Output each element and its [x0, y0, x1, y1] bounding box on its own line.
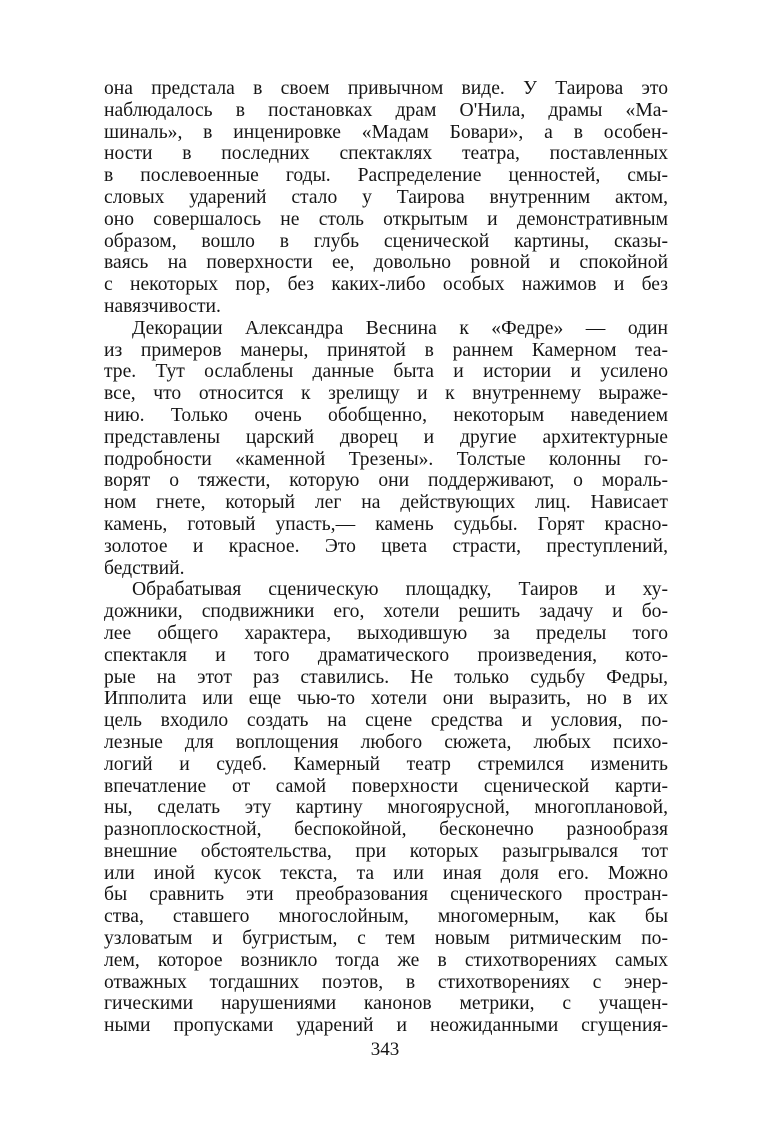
text-line: золотое и красное. Это цвета страсти, преступлений,: [104, 535, 668, 557]
text-line: ном гнете, который лег на действующих лиц. Нависает: [104, 492, 668, 514]
text-line: навязчивости.: [104, 295, 221, 317]
text-line: она предстала в своем привычном виде. У Таирова это: [104, 78, 668, 99]
text-line: ваясь на поверхности ее, довольно ровной и спокойной: [104, 252, 668, 274]
text-line: шиналь», в инценировке «Мадам Бовари», а в особен-: [104, 121, 668, 143]
page-body-text: [104, 78, 668, 1037]
text-line: все, что относится к зрелищу и к внутреннему выраже-: [104, 383, 668, 405]
text-line: разноплоскостной, беспокойной, бесконечно разнообразя: [104, 819, 668, 841]
text-line: дожники, сподвижники его, хотели решить задачу и бо-: [104, 601, 668, 623]
text-line: внешние обстоятельства, при которых разыгрывался тот: [104, 840, 668, 862]
text-line: спектакля и того драматического произведения, кото-: [104, 644, 668, 666]
text-line: наблюдалось в постановках драм О'Нила, драмы «Ма-: [104, 99, 668, 121]
text-line: логий и судеб. Камерный театр стремился изменить: [104, 753, 668, 775]
text-line: камень, готовый упасть,— камень судьбы. Горят красно-: [104, 513, 668, 535]
text-line: бы сравнить эти преобразования сценического простран-: [104, 884, 668, 906]
text-line: тре. Тут ослаблены данные быта и истории и усилено: [104, 361, 668, 383]
text-line: Ипполита или еще чью-то хотели они выразить, но в их: [104, 688, 668, 710]
text-line: отважных тогдашних поэтов, в стихотворениях с энер-: [104, 971, 668, 993]
text-line: ны, сделать эту картину многоярусной, многоплановой,: [104, 797, 668, 819]
text-line: из примеров манеры, принятой в раннем Камерном теа-: [104, 339, 668, 361]
text-line: узловатым и бугристым, с тем новым ритмическим по-: [104, 928, 668, 950]
text-line: с некоторых пор, без каких-либо особых нажимов и без: [104, 274, 668, 296]
text-line: образом, вошло в глубь сценической картины, сказы-: [104, 230, 668, 252]
text-line: Обрабатывая сценическую площадку, Таиров и ху-: [132, 579, 668, 601]
text-line: представлены царский дворец и другие архитектурные: [104, 426, 668, 448]
text-line: бедствий.: [104, 557, 185, 579]
text-line: гическими нарушениями канонов метрики, с учащен-: [104, 993, 668, 1015]
text-line: ности в последних спектаклях театра, поставленных: [104, 143, 668, 165]
text-line: цель входило создать на сцене средства и условия, по-: [104, 710, 668, 732]
text-line: лем, которое возникло тогда же в стихотворениях самых: [104, 949, 668, 971]
text-line: нию. Только очень обобщенно, некоторым наведением: [104, 404, 668, 426]
text-line: впечатление от самой поверхности сценической карти-: [104, 775, 668, 797]
text-line: лезные для воплощения любого сюжета, любых психо-: [104, 731, 668, 753]
text-line: Декорации Александра Веснина к «Федре» — один: [132, 317, 668, 339]
text-line: словых ударений стало у Таирова внутренним актом,: [104, 186, 668, 208]
text-line: ворят о тяжести, которую они поддерживают, о мораль-: [104, 470, 668, 492]
text-line: оно совершалось не столь открытым и демонстративным: [104, 208, 668, 230]
text-line: в послевоенные годы. Распределение ценностей, смы-: [104, 165, 668, 187]
page-number: 343: [370, 1039, 400, 1060]
text-line: рые на этот раз ставились. Не только судьбу Федры,: [104, 666, 668, 688]
text-line: или иной кусок текста, та или иная доля его. Можно: [104, 862, 668, 884]
text-line: ства, ставшего многослойным, многомерным, как бы: [104, 906, 668, 928]
text-line: подробности «каменной Трезены». Толстые колонны го-: [104, 448, 668, 470]
text-line: лее общего характера, выходившую за пределы того: [104, 622, 668, 644]
text-line: ными пропусками ударений и неожиданными сгущения-: [104, 1015, 668, 1037]
